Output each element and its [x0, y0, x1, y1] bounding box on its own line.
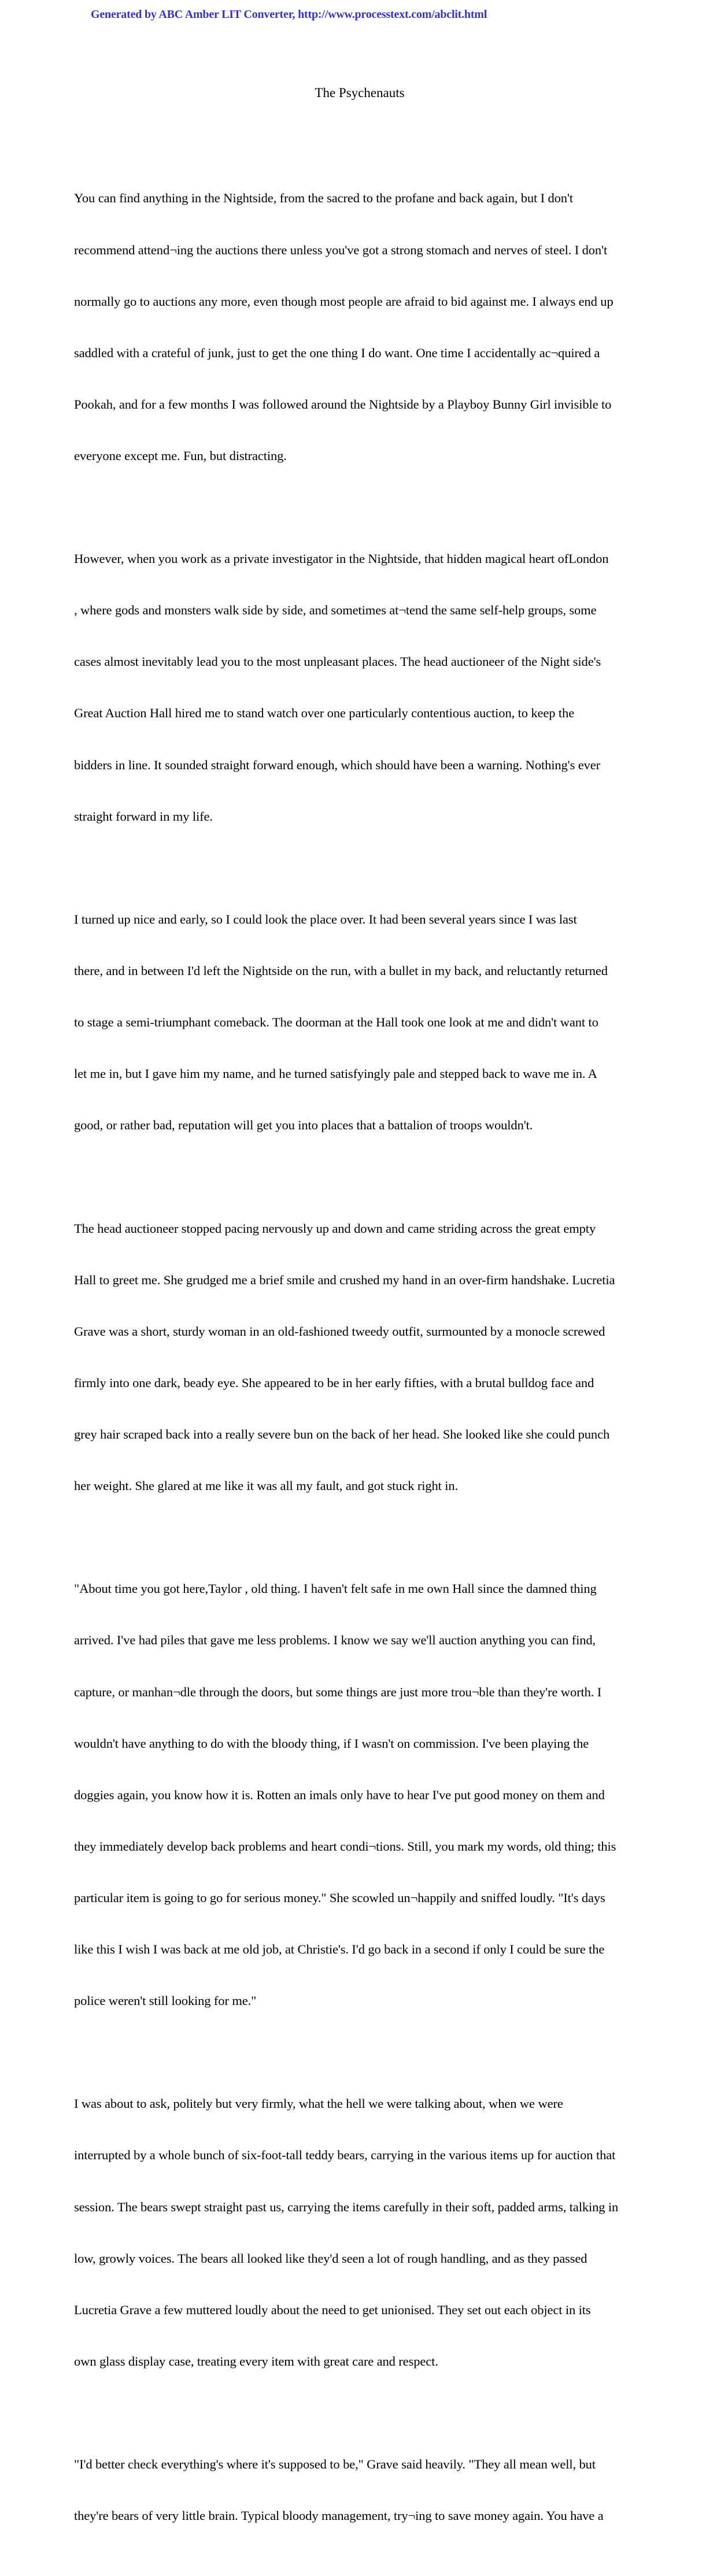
text-line: there, and in between I'd left the Nightside on the run, with a bullet in my back, and reluctantly returned: [74, 963, 608, 978]
text-line: straight forward in my life.: [74, 809, 213, 824]
text-line: they're bears of very little brain. Typical bloody management, try¬ing to save money again. You have a: [74, 2508, 604, 2523]
text-line: particular item is going to go for serious money." She scowled un¬happily and sniffed loudly. "It's days: [74, 1890, 605, 1905]
text-line: wouldn't have anything to do with the bloody thing, if I wasn't on commission. I've been playing the: [74, 1736, 589, 1751]
text-line: they immediately develop back problems and heart condi¬tions. Still, you mark my words, old thing; this: [74, 1839, 616, 1854]
text-line: low, growly voices. The bears all looked like they'd seen a lot of rough handling, and as they passed: [74, 2251, 587, 2266]
text-line: Pookah, and for a few months I was followed around the Nightside by a Playboy Bunny Girl invisible to: [74, 396, 612, 412]
paragraph: [74, 877, 652, 1169]
text-line: her weight. She glared at me like it was all my fault, and got stuck right in.: [74, 1478, 459, 1493]
text-line: I turned up nice and early, so I could look the place over. It had been several years since I was last: [74, 911, 577, 926]
paragraph: [74, 2422, 652, 2559]
text-line: like this I wish I was back at me old job, at Christie's. I'd go back in a second if only I could be sure the: [74, 1942, 605, 1957]
text-line: session. The bears swept straight past us, carrying the items carefully in their soft, padded arms, talking in: [74, 2199, 619, 2214]
text-line: interrupted by a whole bunch of six-foot-tall teddy bears, carrying in the various items up for auction that: [74, 2148, 616, 2163]
text-line: Lucretia Grave a few muttered loudly about the need to get unionised. They set out each object in its: [74, 2302, 591, 2317]
paragraph: [74, 1546, 652, 2044]
text-line: arrived. I've had piles that gave me less problems. I know we say we'll auction anything you can find,: [74, 1633, 596, 1648]
text-line: firmly into one dark, beady eye. She appeared to be in her early fifties, with a brutal bulldog face and: [74, 1375, 594, 1390]
text-line: I was about to ask, politely but very firmly, what the hell we were talking about, when we were: [74, 2096, 563, 2111]
text-line: let me in, but I gave him my name, and he turned satisfyingly pale and stepped back to wave me in. A: [74, 1066, 597, 1081]
text-line: good, or rather bad, reputation will get you into places that a battalion of troops wouldn't.: [74, 1118, 533, 1133]
paragraph: [74, 155, 652, 499]
text-line: Grave was a short, sturdy woman in an old-fashioned tweedy outfit, surmounted by a monocle screwed: [74, 1324, 605, 1339]
text-line: "I'd better check everything's where it's supposed to be," Grave said heavily. "They all mean well, but: [74, 2457, 596, 2472]
text-line: , where gods and monsters walk side by side, and sometimes at¬tend the same self-help groups, some: [74, 603, 597, 618]
paragraph: [74, 2061, 652, 2404]
text-line: capture, or manhan¬dle through the doors, but some things are just more trou¬ble than they're worth. I: [74, 1684, 602, 1699]
text-line: Hall to greet me. She grudged me a brief smile and crushed my hand in an over-firm handshake. Lucretia: [74, 1272, 615, 1287]
text-line: You can find anything in the Nightside, from the sacred to the profane and back again, but I don't: [74, 191, 573, 206]
text-line: everyone except me. Fun, but distracting.: [74, 448, 287, 463]
text-line: own glass display case, treating every item with great care and respect.: [74, 2353, 438, 2369]
text-line: police weren't still looking for me.": [74, 1993, 257, 2008]
text-line: doggies again, you know how it is. Rotten an imals only have to hear I've put good money on them and: [74, 1787, 605, 1802]
text-line: bidders in line. It sounded straight forward enough, which should have been a warning. Nothing's ever: [74, 757, 601, 772]
paragraph: [74, 1185, 652, 1529]
text-line: to stage a semi-triumphant comeback. The doorman at the Hall took one look at me and didn't want to: [74, 1015, 598, 1030]
generator-banner: Generated by ABC Amber LIT Converter, http://www.processtext.com/abclit.html: [91, 8, 487, 21]
text-line: grey hair scraped back into a really severe bun on the back of her head. She looked like she could punch: [74, 1426, 610, 1441]
paragraph: [74, 516, 652, 859]
text-line: recommend attend¬ing the auctions there unless you've got a strong stomach and nerves of steel. I don't: [74, 242, 608, 257]
text-line: Great Auction Hall hired me to stand watch over one particularly contentious auction, to keep the: [74, 706, 575, 721]
text-line: saddled with a crateful of junk, just to get the one thing I do want. One time I accidentally ac¬quired a: [74, 345, 600, 360]
text-line: The head auctioneer stopped pacing nervously up and down and came striding across the great empty: [74, 1221, 596, 1236]
text-line: "About time you got here,Taylor , old thing. I haven't felt safe in me own Hall since the damned thing: [74, 1581, 597, 1596]
page-title-text: The Psychenauts: [315, 86, 405, 100]
text-line: cases almost inevitably lead you to the most unpleasant places. The head auctioneer of the Night side's: [74, 654, 601, 669]
page-title: [0, 86, 717, 101]
text-line: normally go to auctions any more, even though most people are afraid to bid against me. I always end up: [74, 294, 613, 309]
body-text: [74, 155, 652, 2576]
text-line: However, when you work as a private investigator in the Nightside, that hidden magical heart ofLondon: [74, 551, 609, 566]
